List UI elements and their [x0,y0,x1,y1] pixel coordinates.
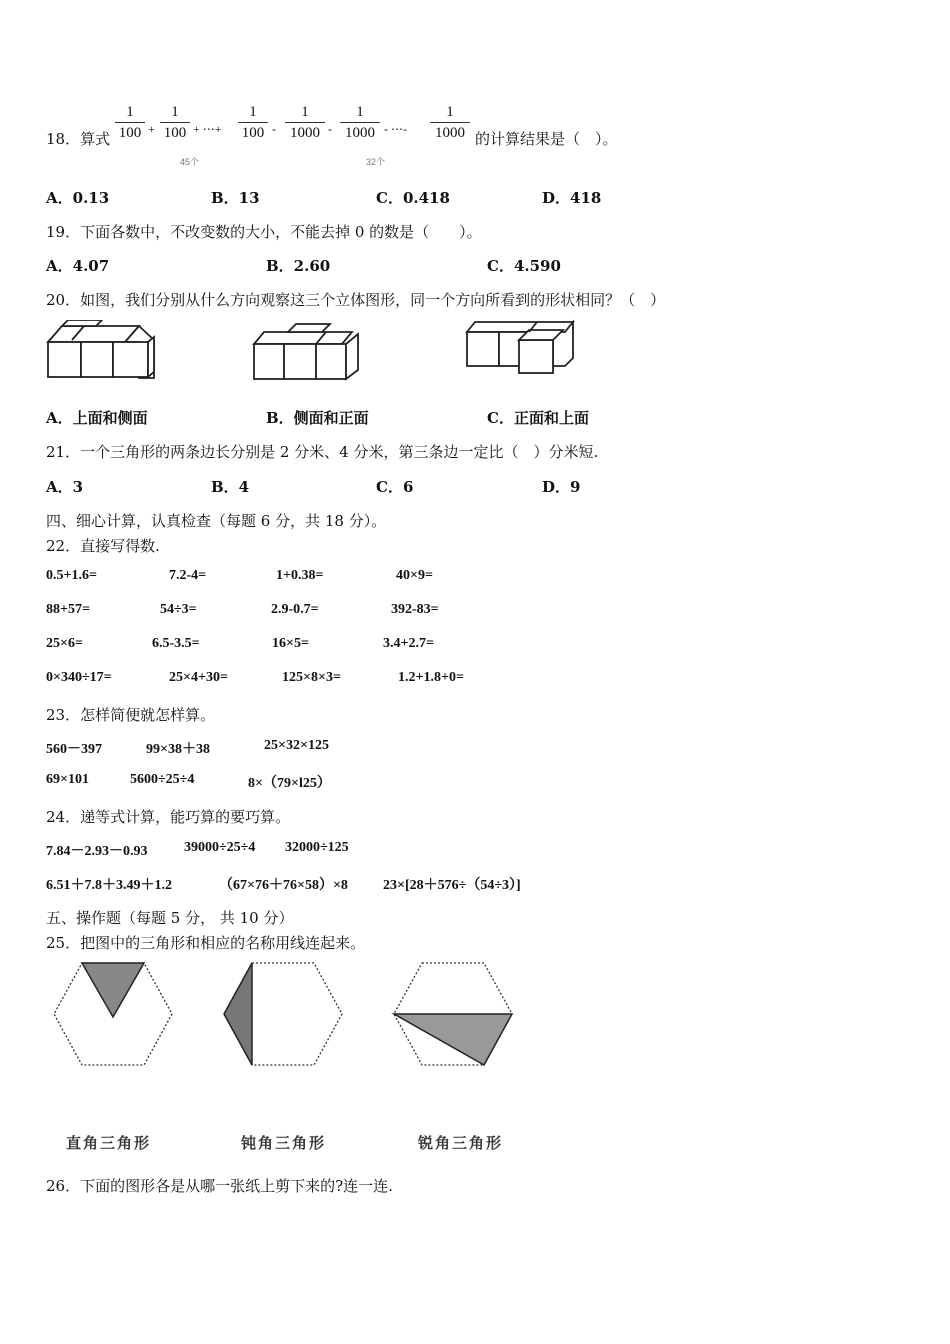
label-right-triangle: 直角三角形 [66,1134,152,1152]
q22-item: 16×5= [272,636,309,651]
q22-item: 25×6= [46,636,83,651]
q21-option-a: A．3 [46,478,84,496]
q18-option-a: A．0.13 [46,189,110,207]
q24-item: （67×76＋76×58）×8 [219,878,348,893]
q24-item: 32000÷125 [285,840,349,855]
q23-title: 23．怎样简便就怎样算。 [46,706,216,724]
q23-item: 8×（79×l25） [248,776,331,791]
q19-option-c: C．4.590 [487,257,561,275]
q23-item: 25×32×125 [264,738,329,753]
q20-solid-2 [250,322,365,384]
q18-fraction-1: 1 100 [115,103,145,142]
q18-fraction-3: 1 100 [238,103,268,142]
section-5-title: 五、操作题（每题 5 分， 共 10 分） [46,909,294,927]
q24-title: 24．递等式计算，能巧算的要巧算。 [46,808,291,826]
hexagon-obtuse-triangle-figure [220,960,346,1068]
q18-option-b: B．13 [211,189,260,207]
q24-item: 7.84－2.93－0.93 [46,844,148,859]
hexagon-right-triangle-figure [50,960,176,1068]
q22-title: 22．直接写得数. [46,537,160,555]
q19-text: 19．下面各数中，不改变数的大小，不能去掉 0 的数是（ ）。 [46,223,482,241]
q18-suffix: 的计算结果是（ ）。 [475,130,618,148]
q22-item: 1.2+1.8+0= [398,670,464,685]
q23-item: 5600÷25÷4 [130,772,195,787]
q22-item: 3.4+2.7= [383,636,434,651]
q24-item: 39000÷25÷4 [184,840,256,855]
q22-item: 0.5+1.6= [46,568,97,583]
q18-op-2: + ⋯+ [193,122,222,136]
q24-item: 23×[28＋576÷（54÷3）] [383,878,521,893]
q18-op-1: + [148,122,155,136]
q22-item: 1+0.38= [276,568,324,583]
q22-item: 7.2-4= [169,568,207,583]
q20-option-c: C．正面和上面 [487,409,589,427]
q18-count-45: 45个 [180,157,200,167]
q18-count-32: 32个 [366,157,386,167]
q22-item: 125×8×3= [282,670,341,685]
q22-item: 2.9-0.7= [271,602,319,617]
q23-item: 69×101 [46,772,89,787]
q25-title: 25．把图中的三角形和相应的名称用线连起来。 [46,934,366,952]
q18-fraction-4: 1 1000 [285,103,325,142]
q18-op-3: - [272,122,276,136]
q20-solid-1 [44,320,159,382]
q18-fraction-5: 1 1000 [340,103,380,142]
q18-fraction-6: 1 1000 [430,103,470,142]
q18-fraction-2: 1 100 [160,103,190,142]
q20-option-a: A．上面和侧面 [46,409,148,427]
q22-item: 392-83= [391,602,439,617]
q19-option-b: B．2.60 [266,257,331,275]
section-4-title: 四、细心计算，认真检查（每题 6 分，共 18 分）。 [46,512,387,530]
q22-item: 0×340÷17= [46,670,112,685]
q26-title: 26．下面的图形各是从哪一张纸上剪下来的?连一连. [46,1177,393,1195]
q22-item: 25×4+30= [169,670,228,685]
q21-option-b: B．4 [211,478,250,496]
q22-item: 40×9= [396,568,433,583]
label-obtuse-triangle: 钝角三角形 [241,1134,327,1152]
q21-option-d: D．9 [542,478,581,496]
q20-solid-3 [463,318,578,378]
q23-item: 99×38＋38 [146,742,210,757]
q22-item: 54÷3= [160,602,197,617]
q18-prefix: 18．算式 [46,130,111,148]
q18-op-4: - [328,122,332,136]
q19-option-a: A．4.07 [46,257,110,275]
q24-item: 6.51＋7.8＋3.49＋1.2 [46,878,172,893]
label-acute-triangle: 锐角三角形 [418,1134,504,1152]
q23-item: 560－397 [46,742,102,757]
q18-option-d: D．418 [542,189,602,207]
q22-item: 88+57= [46,602,90,617]
hexagon-acute-triangle-figure [390,960,516,1068]
q18-option-c: C．0.418 [376,189,450,207]
q20-option-b: B．侧面和正面 [266,409,369,427]
q20-text: 20．如图，我们分别从什么方向观察这三个立体图形，同一个方向所看到的形状相同？（ ） [46,291,666,309]
q21-text: 21．一个三角形的两条边长分别是 2 分米、4 分米，第三条边一定比（ ）分米短. [46,443,599,461]
q22-item: 6.5-3.5= [152,636,200,651]
q18-op-5: - ⋯- [384,122,407,136]
q21-option-c: C．6 [376,478,414,496]
